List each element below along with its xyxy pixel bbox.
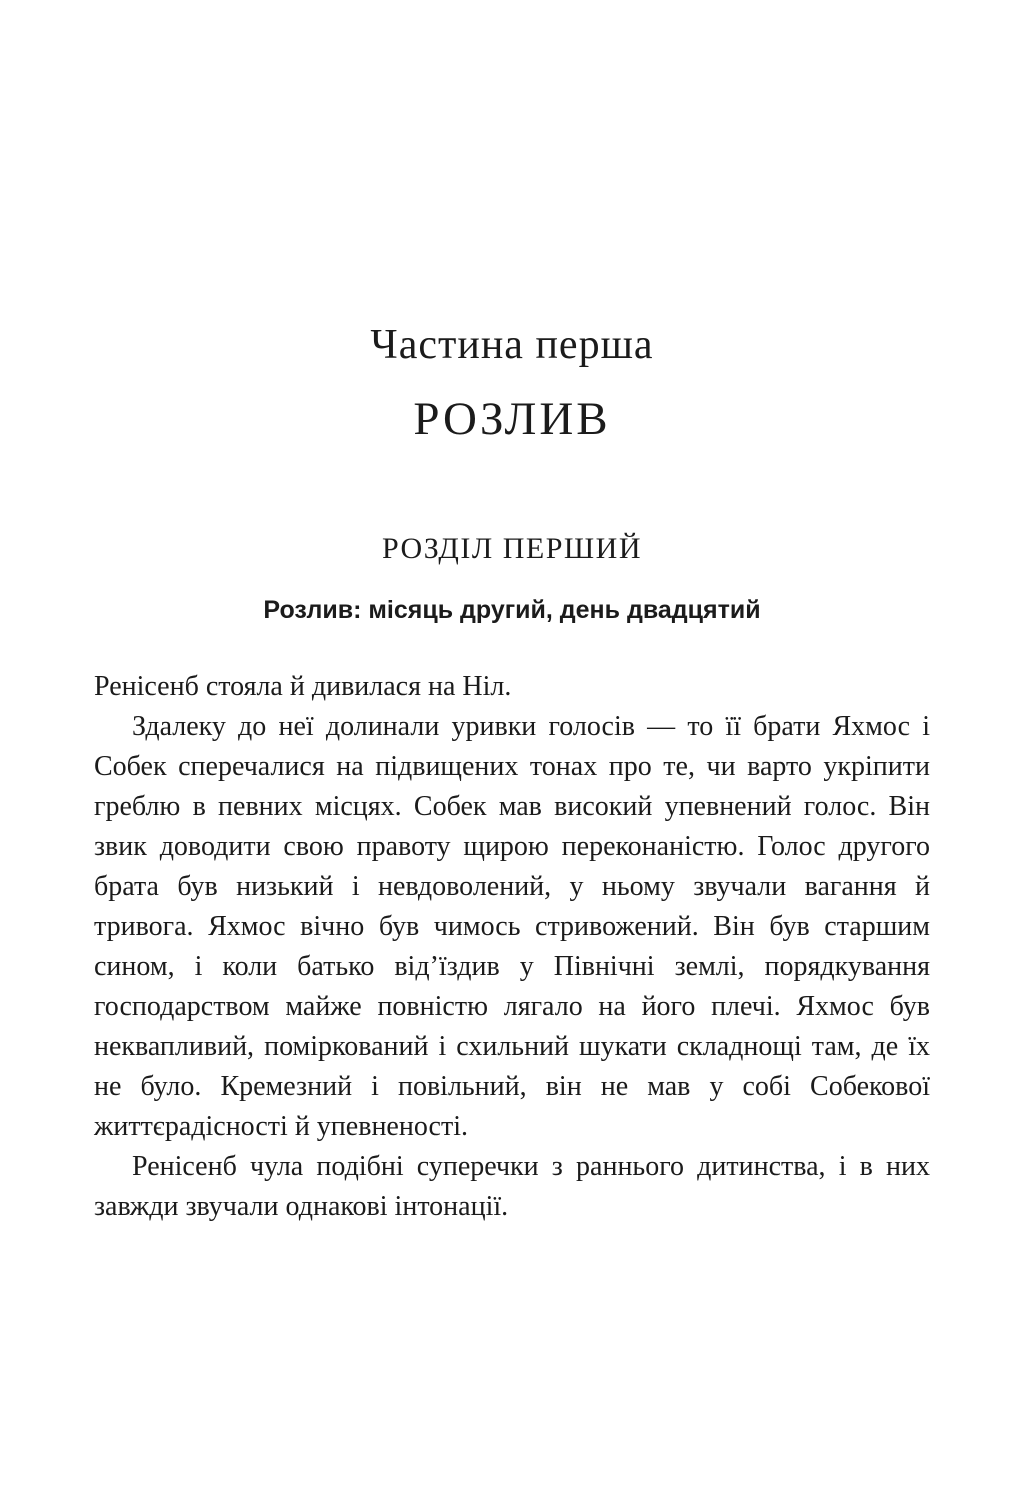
chapter-heading: РОЗДІЛ ПЕРШИЙ	[382, 531, 642, 565]
part-title: РОЗЛИВ	[413, 393, 611, 446]
paragraph-1: Ренісенб стояла й дивилася на Ніл.	[94, 671, 512, 703]
paragraph-3: Ренісенб чула подібні суперечки з раннього дитинства, і в них завжди звучали однакові інтонації.	[94, 1151, 930, 1223]
chapter-subtitle: Розлив: місяць другий, день двадцятий	[263, 596, 761, 625]
part-heading: Частина перша	[370, 322, 654, 368]
paragraph-2: Здалеку до неї долинали уривки голосів — то її брати Яхмос і Собек сперечалися на підвищених тонах про те, чи варто укріпити греблю в певних місцях. Собек мав високий упевнений голос. Він звик доводити свою правоту щирою переконаністю. Голос другого брата був низький і невдоволений, у ньому звучали вагання й тривога. Яхмос вічно був чимось стривожений. Він був старшим сином, і коли батько від’їздив у Північні землі, порядкування господарством майже повністю лягало на його плечі. Яхмос був неквапливий, поміркований і схильний шукати складнощі там, де їх не було. Кремезний і повільний, він не мав у собі Собекової життєрадісності й упевненості.	[94, 711, 930, 1143]
body-text	[94, 667, 930, 1227]
